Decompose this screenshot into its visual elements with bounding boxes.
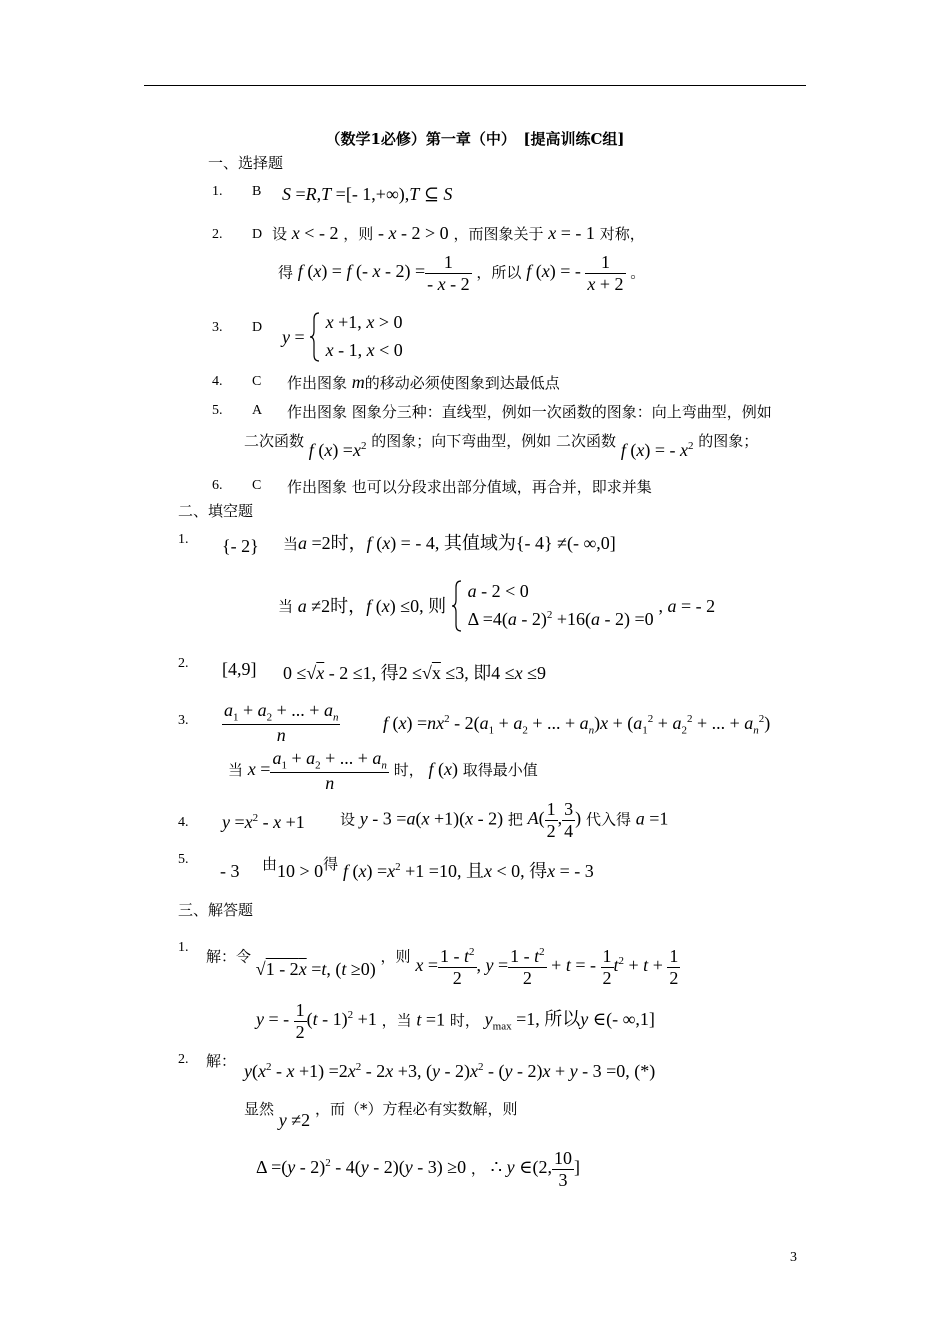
choice-5-text-b: 二次函数 bbox=[244, 432, 305, 450]
solve-2-text-d: ， bbox=[470, 1159, 486, 1178]
fill-5-formula-a: 10 > 0 bbox=[277, 861, 324, 881]
fill-1-text-a: 当 bbox=[283, 535, 299, 553]
choice-2-text-e: 得 bbox=[278, 263, 294, 282]
choice-3-number: 3. bbox=[212, 320, 223, 335]
fill-1-cases: a - 2 < 0 Δ =4(a - 2)$^2$ +16(a - 2) =0 bbox=[467, 581, 654, 629]
solve-1-formula-c: y = - $\frac{1}{2}$ (t - 1)$^2$ +1 bbox=[256, 1000, 377, 1042]
solve-1-line-1 bbox=[206, 936, 680, 988]
choice-2-text-g: 。 bbox=[630, 263, 646, 282]
choice-4-text-a: 作出图象 bbox=[287, 374, 348, 392]
solve-2-formula-a: $y(x^2 - x +1) =2x^2 - 2x +3$, $(y - 2)x^2 - (y - 2)x + y - 3 =0$, (*) bbox=[244, 1061, 656, 1081]
fill-5-text-b: 得 bbox=[323, 855, 339, 873]
choice-2-text-b: ，则 bbox=[343, 225, 374, 243]
fill-1-text-b: 当 bbox=[278, 597, 294, 616]
solve-2-text-b: 显然 bbox=[244, 1100, 275, 1118]
solve-2-line-3 bbox=[256, 1148, 580, 1190]
fill-5-number: 5. bbox=[178, 852, 189, 867]
choice-4-number: 4. bbox=[212, 374, 223, 389]
solve-1-text-a: 解：令 bbox=[206, 947, 252, 966]
solve-2-text-a: 解： bbox=[206, 1052, 237, 1070]
choice-5-number: 5. bbox=[212, 403, 223, 418]
page-title: （数学1必修）第一章（中） [提高训练C组] bbox=[325, 130, 625, 148]
fill-4-text-b: 把 bbox=[507, 810, 523, 829]
fill-5-line bbox=[262, 853, 594, 881]
fill-3-line-2 bbox=[228, 748, 538, 794]
solve-1-formula-d: t =1 bbox=[416, 1009, 446, 1030]
fill-4-number: 4. bbox=[178, 815, 189, 830]
fill-4-formula-b: A( $\frac{1}{2}$ , $\frac{3}{4}$ ) bbox=[527, 799, 582, 841]
choice-6-number: 6. bbox=[212, 478, 223, 493]
solve-2-formula-c: Δ =(y - 2)$^2$ - 4(y - 2)(y - 3) ≥0 bbox=[256, 1157, 467, 1178]
solve-2-line-2 bbox=[244, 1098, 518, 1130]
choice-1-formula: S =R,T =[- 1,+∞),T ⊆ S bbox=[282, 184, 453, 204]
choice-1-answer: B bbox=[252, 184, 262, 199]
solve-1-formula-e: $y_{max} =1$, 所以y ∈(- ∞,1] bbox=[484, 1009, 655, 1033]
choice-2-formula-e: f (x) = - $\frac{1}{x + 2}$ bbox=[526, 252, 624, 294]
choice-5-text-d: 的图象； bbox=[698, 432, 759, 450]
fill-4-formula-c: a =1 bbox=[635, 808, 669, 829]
choice-2-answer: D bbox=[252, 227, 263, 242]
fill-5-answer: - 3 bbox=[220, 861, 240, 881]
fill-4-line bbox=[340, 799, 668, 841]
solve-2-formula-d: ∴ y ∈(2, $\frac{10}{3}$ ] bbox=[490, 1148, 580, 1190]
fill-3-text-c: 取得最小值 bbox=[462, 761, 538, 780]
choice-3-answer: D bbox=[252, 320, 263, 335]
fill-3-formula-a: f $(x) =nx^2 - 2(a_1 + a_2$ + ... + $a_n)x + (a_1^2 + a_2^2$ + ... + $a_n^2$) bbox=[383, 713, 771, 737]
choice-5-formula-a: f $(x) =x^2$ bbox=[308, 440, 367, 460]
choice-2-text-d: 对称， bbox=[599, 225, 645, 243]
fill-2-formula: 0 ≤√x - 2 ≤1, 得2 ≤√x ≤3, 即4 ≤x ≤9 bbox=[283, 663, 547, 683]
left-brace-icon bbox=[451, 579, 463, 633]
solve-1-number: 1. bbox=[178, 940, 189, 955]
choice-6-answer: C bbox=[252, 478, 262, 493]
fill-1-formula-b: a ≠2时，f (x) ≤0, 则 bbox=[297, 595, 447, 616]
choice-2-line-2 bbox=[278, 252, 645, 294]
fill-3-number: 3. bbox=[178, 713, 189, 728]
section-heading-solve: 三、解答题 bbox=[178, 901, 254, 919]
fill-3-formula-c: f (x) bbox=[428, 759, 459, 780]
fill-4-formula-a: y - 3 =a(x +1)(x - 2) bbox=[359, 808, 504, 829]
top-rule bbox=[144, 85, 806, 86]
fill-1-line-1 bbox=[283, 533, 616, 554]
choice-2-formula-c: x = - 1 bbox=[548, 223, 595, 243]
fill-5-text-a: 由 bbox=[262, 855, 278, 873]
fill-1-number: 1. bbox=[178, 532, 189, 547]
fill-2-answer: [4,9] bbox=[222, 659, 257, 679]
choice-5-text-c: 的图象；向下弯曲型，例如 二次函数 bbox=[371, 432, 617, 450]
choice-5-answer: A bbox=[252, 403, 263, 418]
section-heading-fill: 二、填空题 bbox=[178, 502, 254, 520]
fill-3-text-a: 当 bbox=[228, 761, 244, 780]
fill-4-text-a: 设 bbox=[340, 810, 356, 829]
choice-2-line-1 bbox=[272, 223, 645, 244]
solve-2-text-c: ，而（*）方程必有实数解，则 bbox=[314, 1100, 518, 1118]
choice-2-text-c: ，而图象关于 bbox=[453, 225, 544, 243]
left-brace-icon bbox=[309, 311, 321, 363]
solve-1-text-d: 时， bbox=[449, 1011, 480, 1030]
fill-3-formula-b: x = $\frac{a_1 + a_2 + ... + a_n}{n}$ bbox=[247, 748, 387, 794]
fill-4-answer: $y =x^2 - x +1$ bbox=[222, 812, 305, 832]
choice-2-text-a: 设 bbox=[272, 225, 288, 243]
fill-4-text-c: 代入得 bbox=[585, 810, 631, 829]
fill-5-formula-b: f $(x) =x^2 +1 =10$, 且x < 0, 得x = - 3 bbox=[342, 861, 594, 881]
solve-1-formula-a: √1 - 2x =t, (t ≥0) bbox=[255, 959, 376, 980]
choice-5-text-a: 作出图象 图象分三种：直线型，例如一次函数的图象：向上弯曲型，例如 bbox=[287, 403, 772, 421]
solve-1-line-2 bbox=[256, 1000, 655, 1042]
solve-1-text-b: ，则 bbox=[380, 947, 411, 966]
choice-3-formula: y = x +1, x > 0 x - 1, x < 0 bbox=[282, 309, 403, 365]
choice-4-line bbox=[287, 372, 560, 393]
choice-2-formula-d: f (x) = f (- x - 2) = $\frac{1}{- x - 2}$ bbox=[297, 252, 470, 294]
fill-3-answer: $\frac{a_1 + a_2 + ... + a_n}{n}$ bbox=[224, 700, 339, 746]
choice-2-number: 2. bbox=[212, 227, 223, 242]
choice-2-formula-b: - x - 2 > 0 bbox=[378, 223, 449, 243]
choice-5-formula-b: f (x) = - $x^2$ bbox=[620, 440, 694, 460]
fill-1-line-2 bbox=[278, 578, 715, 634]
choice-2-text-f: ，所以 bbox=[476, 263, 522, 282]
choice-1-number: 1. bbox=[212, 184, 223, 199]
choice-4-answer: C bbox=[252, 374, 262, 389]
choice-6-text: 作出图象 也可以分段求出部分值域，再合并，即求并集 bbox=[287, 478, 652, 496]
fill-1-answer: {- 2} bbox=[222, 536, 259, 556]
solve-1-text-c: ，当 bbox=[381, 1011, 412, 1030]
fill-1-formula-c: , a = - 2 bbox=[658, 595, 716, 616]
section-heading-choice: 一、选择题 bbox=[208, 154, 284, 172]
choice-2-formula-a: x < - 2 bbox=[291, 223, 339, 243]
solve-2-formula-b: y ≠2 bbox=[278, 1110, 311, 1130]
page-number: 3 bbox=[790, 1250, 797, 1265]
choice-4-text-b: 的移动必须使图象到达最低点 bbox=[364, 374, 560, 392]
solve-2-number: 2. bbox=[178, 1052, 189, 1067]
choice-4-formula: m bbox=[351, 372, 365, 392]
solve-1-formula-b: x = $\frac{1 - t^2}{2}$ , y = $\frac{1 - t^2}{2}$ + t = - $\frac{1}{2}$ $t^2 + t$ + $\frac{1}{2}$ bbox=[415, 946, 679, 988]
choice-5-line-2 bbox=[244, 430, 759, 460]
fill-2-number: 2. bbox=[178, 656, 189, 671]
fill-3-text-b: 时， bbox=[393, 761, 424, 780]
fill-1-formula-a: a =2时，f (x) = - 4, 其值域为{- 4} ≠(- ∞,0] bbox=[298, 533, 616, 553]
